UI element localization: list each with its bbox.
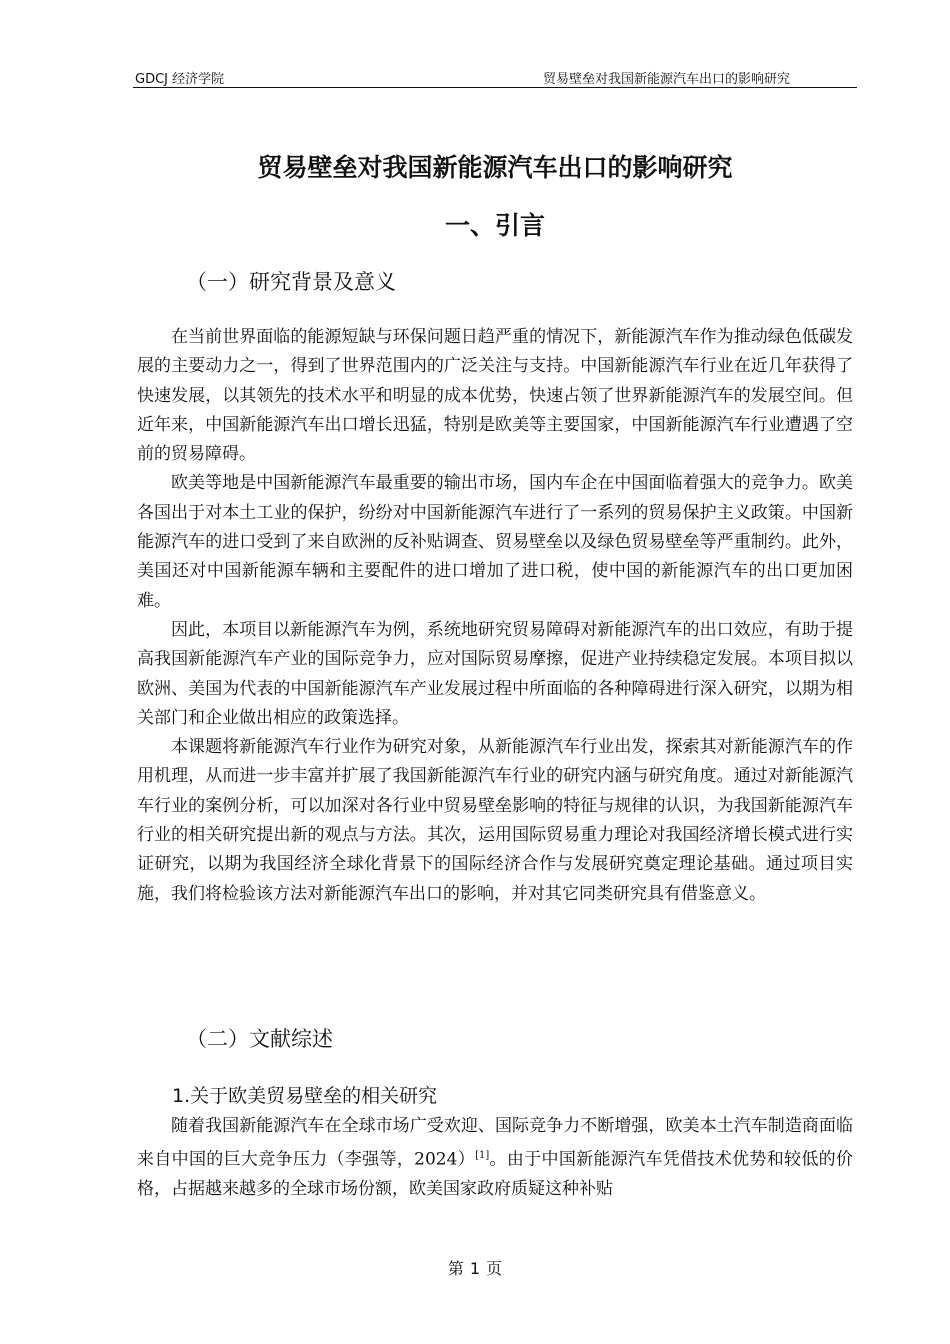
subsection-heading: 1.关于欧美贸易壁垒的相关研究: [172, 1085, 438, 1107]
header-divider: [133, 87, 857, 88]
paragraph: [137, 1112, 853, 1205]
paragraph: 在当前世界面临的能源短缺与环保问题日趋严重的情况下，新能源汽车作为推动绿色低碳发展的主要动力之一，得到了世界范围内的广泛关注与支持。中国新能源汽车行业在近几年获得了快速发展，以其领先的技术水平和明显的成本优势，快速占领了世界新能源汽车的发展空间。但近年来，中国新能源汽车出口增长迅猛，特别是欧美等主要国家，中国新能源汽车行业遭遇了空前的贸易障碍。: [137, 327, 853, 465]
page-footer: [0, 1256, 950, 1279]
footer-suffix: 页: [486, 1259, 503, 1278]
section-body-background: [137, 323, 853, 909]
section-body-literature: [137, 1112, 853, 1205]
paragraph: 因此，本项目以新能源汽车为例，系统地研究贸易障碍对新能源汽车的出口效应，有助于提高我国新能源汽车产业的国际竞争力，应对国际贸易摩擦，促进产业持续稳定发展。本项目拟以欧洲、美国为代表的中国新能源汽车产业发展过程中所面临的各种障碍进行深入研究，以期为相关部门和企业做出相应的政策选择。: [137, 619, 853, 728]
section-heading-background: （一）研究背景及意义: [186, 270, 396, 294]
paragraph-text: 。由于中国新能源汽车凭借技术优势和较低的价格，占据越来越多的全球市场份额，欧美国家政府质疑这种补贴: [137, 1149, 853, 1200]
paragraph-text: 随着我国新能源汽车在全球市场广受欢迎、国际竞争力不断增强，欧美本土汽车制造商面临来自中国的巨大竞争压力（李强等，2024）: [137, 1116, 853, 1170]
section-heading-literature: （二）文献综述: [186, 1027, 333, 1051]
page-number: 1: [469, 1259, 481, 1278]
header-right-text: 贸易壁垒对我国新能源汽车出口的影响研究: [542, 72, 790, 87]
document-title: 贸易壁垒对我国新能源汽车出口的影响研究: [257, 153, 733, 182]
footer-prefix: 第: [447, 1259, 464, 1278]
chapter-heading: 一、引言: [444, 211, 545, 240]
header-left-text: GDCJ 经济学院: [135, 72, 225, 87]
paragraph: 本课题将新能源汽车行业作为研究对象，从新能源汽车行业出发，探索其对新能源汽车的作用机理，从而进一步丰富并扩展了我国新能源汽车行业的研究内涵与研究角度。通过对新能源汽车行业的案例分析，可以加深对各行业中贸易壁垒影响的特征与规律的认识，为我国新能源汽车行业的相关研究提出新的观点与方法。其次，运用国际贸易重力理论对我国经济增长模式进行实证研究，以期为我国经济全球化背景下的国际经济合作与发展研究奠定理论基础。通过项目实施，我们将检验该方法对新能源汽车出口的影响，并对其它同类研究具有借鉴意义。: [137, 737, 853, 904]
paragraph: 欧美等地是中国新能源汽车最重要的输出市场，国内车企在中国面临着强大的竞争力。欧美各国出于对本土工业的保护，纷纷对中国新能源汽车进行了一系列的贸易保护主义政策。中国新能源汽车的进口受到了来自欧洲的反补贴调查、贸易壁垒以及绿色贸易壁垒等严重制约。此外，美国还对中国新能源车辆和主要配件的进口增加了进口税，使中国的新能源汽车的出口更加困难。: [137, 473, 853, 611]
citation-marker[interactable]: [1]: [475, 1150, 490, 1162]
